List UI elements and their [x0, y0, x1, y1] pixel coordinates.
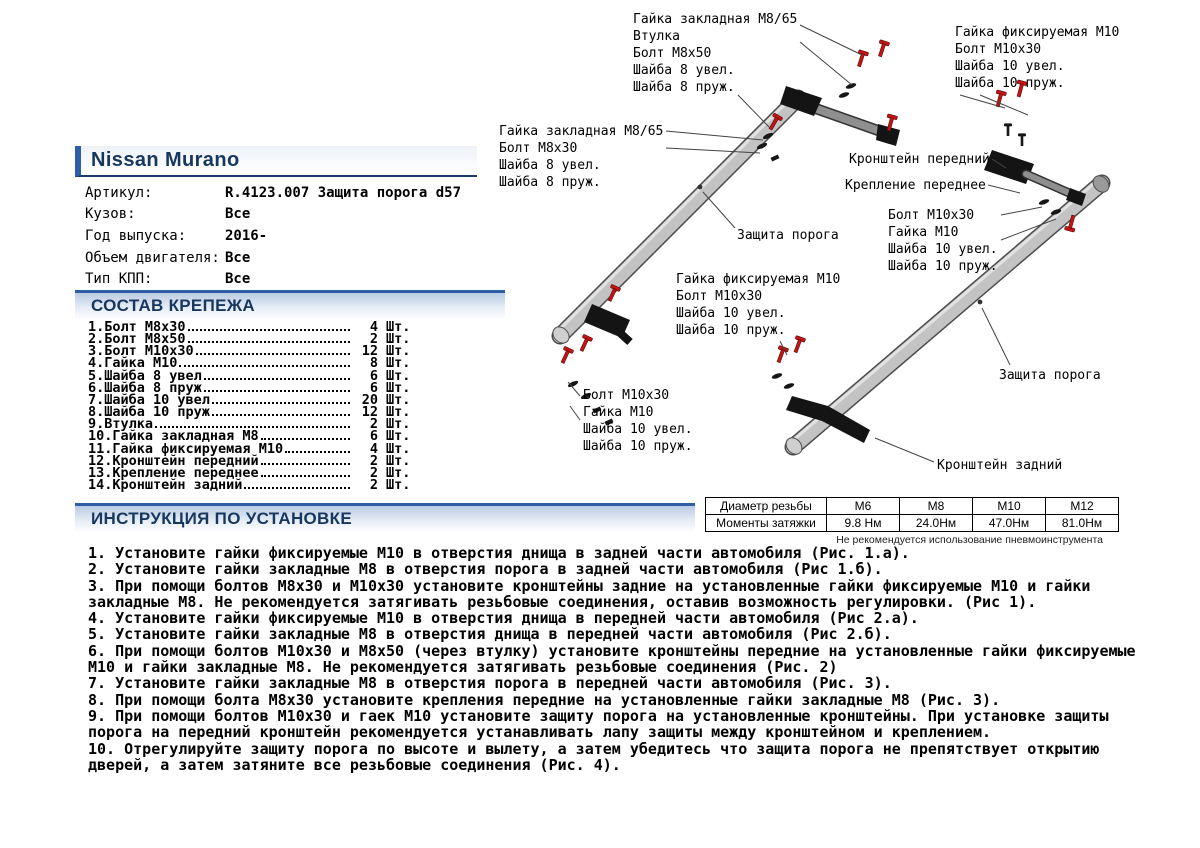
fastener-qty: 2: [369, 477, 378, 494]
dotted-leader: [212, 402, 350, 404]
fastener-name: Кронштейн задний: [112, 477, 243, 494]
info-value: 2016-: [225, 227, 268, 244]
fastener-name: Кронштейн передний: [112, 452, 259, 469]
callout-line: Гайка закладная М8/65: [499, 124, 664, 139]
callout-line: Гайка закладная М8/65: [633, 12, 798, 27]
fastener-name: Болт М10х30: [104, 343, 194, 360]
torque-value: 24.0Нм: [900, 515, 973, 532]
fasteners-section-header: [75, 290, 505, 319]
callout-line: Крепление переднее: [845, 178, 986, 193]
fastener-unit: Шт.: [386, 477, 411, 494]
callout-line: Шайба 10 увел.: [955, 59, 1065, 74]
callout-line: Гайка фиксируемая М10: [676, 272, 841, 287]
callout-line: Защита порога: [737, 228, 839, 243]
instruction-step: 4. Установите гайки фиксируемые М10 в отверстия днища в передней части автомобиля (Рис 2.а).: [88, 609, 919, 628]
fastener-unit: Шт.: [386, 355, 411, 372]
info-value: Все: [225, 249, 251, 266]
fastener-number: 10.: [88, 428, 113, 445]
callout-line: Шайба 10 пруж.: [955, 76, 1065, 91]
callout-line: Шайба 10 увел.: [888, 242, 998, 257]
fastener-qty: 2: [369, 464, 378, 481]
torque-diameter: М8: [900, 498, 973, 515]
fastener-qty: 20: [361, 391, 378, 408]
dotted-leader: [204, 390, 350, 392]
torque-col-header: Диаметр резьбы: [706, 498, 827, 515]
instruction-step: 5. Установите гайки закладные М8 в отверстия днища в передней части автомобиля (Рис 2.б).: [88, 625, 892, 644]
dotted-leader: [196, 353, 350, 355]
torque-diameter: М12: [1046, 498, 1119, 515]
fastener-number: 12.: [88, 452, 113, 469]
fastener-name: Втулка: [104, 416, 154, 433]
dotted-leader: [285, 451, 350, 453]
fastener-number: 3.: [88, 343, 105, 360]
info-row: [85, 182, 465, 204]
dotted-leader: [244, 487, 350, 489]
callout-line: Гайка М10: [888, 225, 959, 240]
callout-line: Шайба 10 пруж.: [676, 323, 786, 338]
callout-line: Шайба 8 увел.: [499, 158, 601, 173]
fastener-qty: 6: [369, 367, 378, 384]
fastener-qty: 4: [369, 440, 378, 457]
fastener-unit: Шт.: [386, 452, 411, 469]
fastener-unit: Шт.: [386, 440, 411, 457]
dotted-leader: [261, 463, 350, 465]
fastener-unit: Шт.: [386, 367, 411, 384]
dotted-leader: [188, 329, 350, 331]
fastener-name: Гайка М10: [104, 355, 178, 372]
callout-line: Шайба 8 увел.: [633, 63, 735, 78]
dotted-leader: [188, 341, 350, 343]
instruction-step: 9. При помощи болтов М10х30 и гаек М10 установите защиту порога на установленные кронштейны. При установке защиты порога на передний кронштейн рекомендуется устанавливать лапу защиты между кронштейном и креплением.: [88, 706, 1109, 742]
callout-line: Болт М8х30: [499, 141, 578, 156]
callout-line: Шайба 10 увел.: [583, 422, 693, 437]
callout-line: Болт М10х30: [955, 42, 1042, 57]
torque-table: [705, 497, 1119, 532]
info-row: [85, 268, 465, 290]
dotted-leader: [179, 365, 350, 367]
callout-line: Гайка М10: [583, 405, 654, 420]
callout-line: Защита порога: [999, 368, 1101, 383]
fastener-name: Болт М8х50: [104, 331, 186, 348]
fastener-unit: Шт.: [386, 416, 411, 433]
info-value: Все: [225, 206, 251, 223]
callout-line: Шайба 10 пруж.: [583, 439, 693, 454]
instruction-step: 8. При помощи болта М8х30 установите крепления передние на установленные гайки закладные М8 (Рис. 3).: [88, 690, 1001, 709]
fastener-name: Болт М8х30: [104, 319, 186, 335]
fastener-name: Гайка фиксируемая М10: [112, 440, 284, 457]
info-label: Кузов:: [85, 206, 136, 223]
callout-line: Кронштейн передний: [849, 152, 990, 167]
callout-line: Болт М10х30: [583, 388, 670, 403]
callout-line: Шайба 10 пруж.: [888, 259, 998, 274]
instruction-step: 3. При помощи болтов М8х30 и М10х30 установите кронштейны задние на установленные гайки фиксируемые М10 и гайки закладные М8. Не рекомендуется затягивать резьбовые соединения, оставив возможность регулировки. (Рис 1).: [88, 576, 1091, 611]
fastener-number: 13.: [88, 464, 113, 481]
info-label: Тип КПП:: [85, 271, 153, 288]
fastener-name: Крепление переднее: [112, 464, 259, 481]
torque-value: 47.0Нм: [973, 515, 1046, 532]
torque-row-header: Моменты затяжки: [706, 515, 827, 532]
torque-header-row: [706, 498, 1119, 515]
callout-line: Гайка фиксируемая М10: [955, 25, 1120, 40]
dotted-leader: [204, 378, 350, 380]
fastener-qty: 2: [369, 331, 378, 348]
fasteners-header-label: СОСТАВ КРЕПЕЖА: [91, 296, 255, 315]
fastener-name: Шайба 10 увел: [104, 391, 210, 408]
fastener-qty: 4: [369, 319, 378, 335]
fastener-qty: 6: [369, 428, 378, 445]
fastener-number: 5.: [88, 367, 105, 384]
info-value: Все: [225, 271, 251, 288]
fastener-name: Шайба 10 пруж: [104, 404, 210, 421]
torque-value: 9.8 Нм: [827, 515, 900, 532]
fastener-number: 9.: [88, 416, 105, 433]
callout-line: Шайба 8 пруж.: [499, 175, 601, 190]
vehicle-info-table: [85, 182, 465, 290]
fastener-number: 6.: [88, 379, 105, 396]
torque-diameter: М6: [827, 498, 900, 515]
instruction-step: 10. Отрегулируйте защиту порога по высоте и вылету, а затем убедитесь что защита порога не препятствует открытию дверей, а затем затяните все резьбовые соединения (Рис. 4).: [88, 739, 1100, 774]
fastener-unit: Шт.: [386, 379, 411, 396]
assembly-diagram: [480, 0, 1140, 500]
fastener-unit: Шт.: [386, 404, 411, 421]
instructions-header-label: ИНСТРУКЦИЯ ПО УСТАНОВКЕ: [91, 509, 352, 528]
callout-line: Болт М10х30: [888, 208, 975, 223]
fastener-number: 7.: [88, 391, 105, 408]
instruction-steps: [88, 545, 1140, 773]
fastener-name: Шайба 8 увел: [104, 367, 202, 384]
fastener-unit: Шт.: [386, 343, 411, 360]
title-block: [75, 146, 477, 177]
info-row: [85, 247, 465, 269]
callout-line: Болт М10х30: [676, 289, 763, 304]
callout-line: Кронштейн задний: [937, 458, 1063, 473]
callout-line: Втулка: [633, 29, 680, 44]
fastener-name: Гайка закладная М8: [112, 428, 259, 445]
dotted-leader: [212, 414, 350, 416]
info-row: [85, 204, 465, 226]
callout-line: Шайба 10 увел.: [676, 306, 786, 321]
fastener-number: 4.: [88, 355, 105, 372]
info-label: Артикул:: [85, 184, 153, 201]
instruction-step: 1. Установите гайки фиксируемые М10 в отверстия днища в задней части автомобиля (Рис. 1.а).: [88, 544, 910, 562]
fastener-qty: 2: [369, 416, 378, 433]
fastener-qty: 6: [369, 379, 378, 396]
fasteners-list: [88, 319, 422, 494]
fastener-qty: 2: [369, 452, 378, 469]
fastener-name: Шайба 8 пруж: [104, 379, 202, 396]
fastener-unit: Шт.: [386, 391, 411, 408]
fastener-number: 1.: [88, 319, 105, 335]
torque-diameter: М10: [973, 498, 1046, 515]
info-value: R.4123.007 Защита порога d57: [225, 184, 462, 201]
torque-value: 81.0Нм: [1046, 515, 1119, 532]
page-title: Nissan Murano: [91, 149, 240, 171]
instruction-step: 2. Установите гайки закладные М8 в отверстия порога в задней части автомобиля (Рис 1.б).: [88, 560, 883, 579]
callout-line: Болт М8х50: [633, 46, 712, 61]
instruction-step: 6. При помощи болтов М10х30 и М8х50 (через втулку) установите кронштейны передние на установленные гайки фиксируемые М10 и гайки закладные М8. Не рекомендуется затягивать резьбовые соединения (Рис. 2): [88, 641, 1136, 677]
fastener-qty: 12: [361, 343, 378, 360]
instruction-step: 7. Установите гайки закладные М8 в отверстия порога в передней части автомобиля (Рис. 3).: [88, 674, 892, 693]
fastener-qty: 12: [361, 404, 378, 421]
instructions-section-header: [75, 503, 695, 532]
fastener-qty: 8: [369, 355, 378, 372]
fastener-unit: Шт.: [386, 319, 411, 335]
torque-note: Не рекомендуется использование пневмоинструмента: [836, 534, 1103, 546]
dotted-leader: [261, 475, 350, 477]
fastener-number: 11.: [88, 440, 113, 457]
fastener-unit: Шт.: [386, 464, 411, 481]
info-label: Объем двигателя:: [85, 249, 220, 266]
info-label: Год выпуска:: [85, 227, 187, 244]
fastener-unit: Шт.: [386, 331, 411, 348]
fastener-number: 2.: [88, 331, 105, 348]
info-row: [85, 225, 465, 247]
fastener-unit: Шт.: [386, 428, 411, 445]
callout-line: Шайба 8 пруж.: [633, 80, 735, 95]
fastener-number: 8.: [88, 404, 105, 421]
torque-value-row: [706, 515, 1119, 532]
fastener-number: 14.: [88, 477, 113, 494]
